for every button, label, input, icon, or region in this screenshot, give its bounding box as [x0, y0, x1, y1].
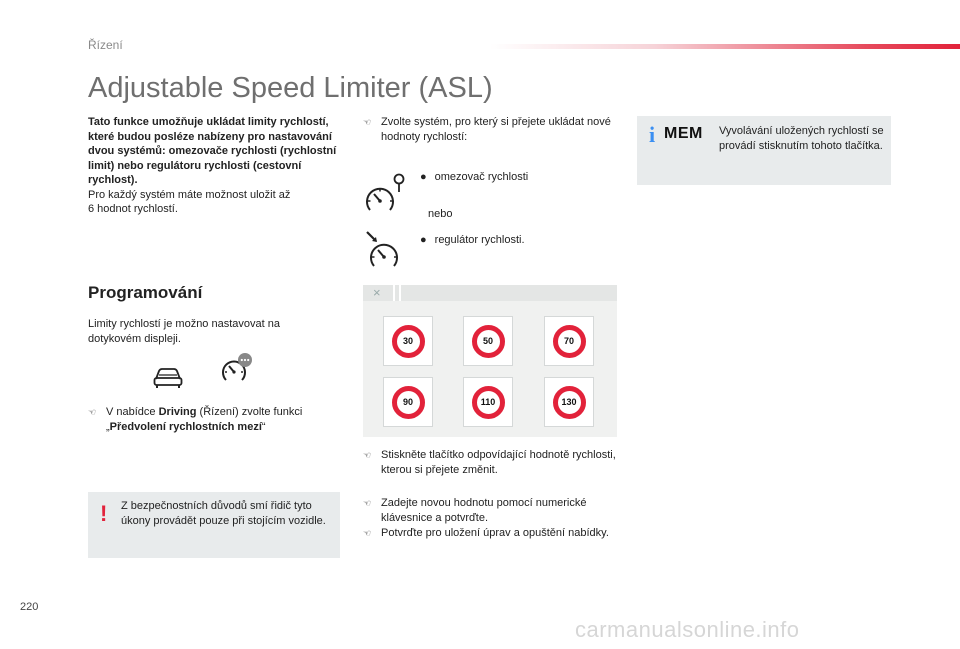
intro-line2: Pro každý systém máte možnost uložit až	[88, 188, 291, 201]
bullet-arrow-icon: ☜	[363, 498, 372, 508]
watermark: carmanualsonline.info	[575, 617, 800, 642]
speed-sign: 130	[553, 386, 586, 419]
speed-button-110[interactable]	[463, 377, 513, 427]
section-label: Řízení	[88, 38, 123, 52]
or-text: nebo	[428, 208, 453, 220]
intro-bold: Tato funkce umožňuje ukládat limity rychlostí, které budou posléze nabízeny pro nastavování dvou systémů: omezovače rychlosti (rychlostní limit) nebo regulátoru rychlosti (cestovní rychlost).	[88, 116, 337, 186]
speed-limit-menu-name: Předvolení rychlostních mezí	[109, 420, 262, 433]
bullet-arrow-icon: ☜	[363, 117, 372, 127]
speed-sign: 90	[392, 386, 425, 419]
speed-sign: 70	[553, 325, 586, 358]
choose-system-step: ☜ Zvolte systém, pro který si přejete ukládat nové hodnoty rychlostí:	[363, 116, 611, 143]
close-icon[interactable]: ×	[373, 285, 381, 300]
driving-menu-name: Driving	[158, 406, 197, 418]
speedometer-settings-icon	[220, 352, 254, 384]
page-number: 220	[20, 601, 39, 613]
bullet-arrow-icon: ☜	[88, 407, 97, 417]
warning-text: Z bezpečnostních důvodů smí řidič tyto úkony provádět pouze při stojícím vozidle.	[121, 500, 326, 527]
header-accent-bar	[490, 44, 960, 49]
warning-icon: !	[100, 501, 108, 526]
info-icon: i	[649, 122, 656, 147]
option-cruise: ● regulátor rychlosti.	[420, 234, 525, 246]
speed-button-70[interactable]	[544, 316, 594, 366]
warning-box	[88, 492, 340, 558]
confirm-step: ☜ Potvrďte pro uložení úprav a opuštění nabídky.	[363, 527, 609, 539]
speed-sign: 110	[472, 386, 505, 419]
option-limiter: ● omezovač rychlosti	[420, 171, 529, 183]
enter-value-step: ☜ Zadejte novou hodnotu pomocí numerické klávesnice a potvrďte.	[363, 497, 587, 524]
mem-button-label: MEM	[664, 125, 703, 142]
speed-button-30[interactable]	[383, 316, 433, 366]
intro-paragraph	[88, 115, 348, 217]
bullet-arrow-icon: ☜	[363, 528, 372, 538]
car-icon	[153, 367, 183, 389]
speed-sign: 50	[472, 325, 505, 358]
info-text: Vyvolávání uložených rychlostí se provádí stisknutím tohoto tlačítka.	[719, 125, 884, 152]
speed-button-90[interactable]	[383, 377, 433, 427]
info-box	[637, 116, 891, 185]
cruise-control-icon	[363, 229, 405, 271]
touchscreen-panel	[363, 285, 617, 437]
speed-limiter-icon	[363, 172, 409, 216]
press-button-step: ☜ Stiskněte tlačítko odpovídající hodnotě rychlosti, kterou si přejete změnit.	[363, 449, 616, 476]
speed-button-50[interactable]	[463, 316, 513, 366]
page-title: Adjustable Speed Limiter (ASL)	[88, 72, 493, 104]
bullet-arrow-icon: ☜	[363, 450, 372, 460]
section-heading: Programování	[88, 283, 203, 302]
programming-text: Limity rychlostí je možno nastavovat na dotykovém displeji.	[88, 318, 280, 345]
driving-menu-step: ☜ V nabídce Driving (Řízení) zvolte funkci „Předvolení rychlostních mezí“	[88, 406, 303, 433]
intro-line3: 6 hodnot rychlostí.	[88, 203, 178, 215]
screen-toolbar	[363, 285, 617, 301]
speed-button-130[interactable]	[544, 377, 594, 427]
speed-sign: 30	[392, 325, 425, 358]
